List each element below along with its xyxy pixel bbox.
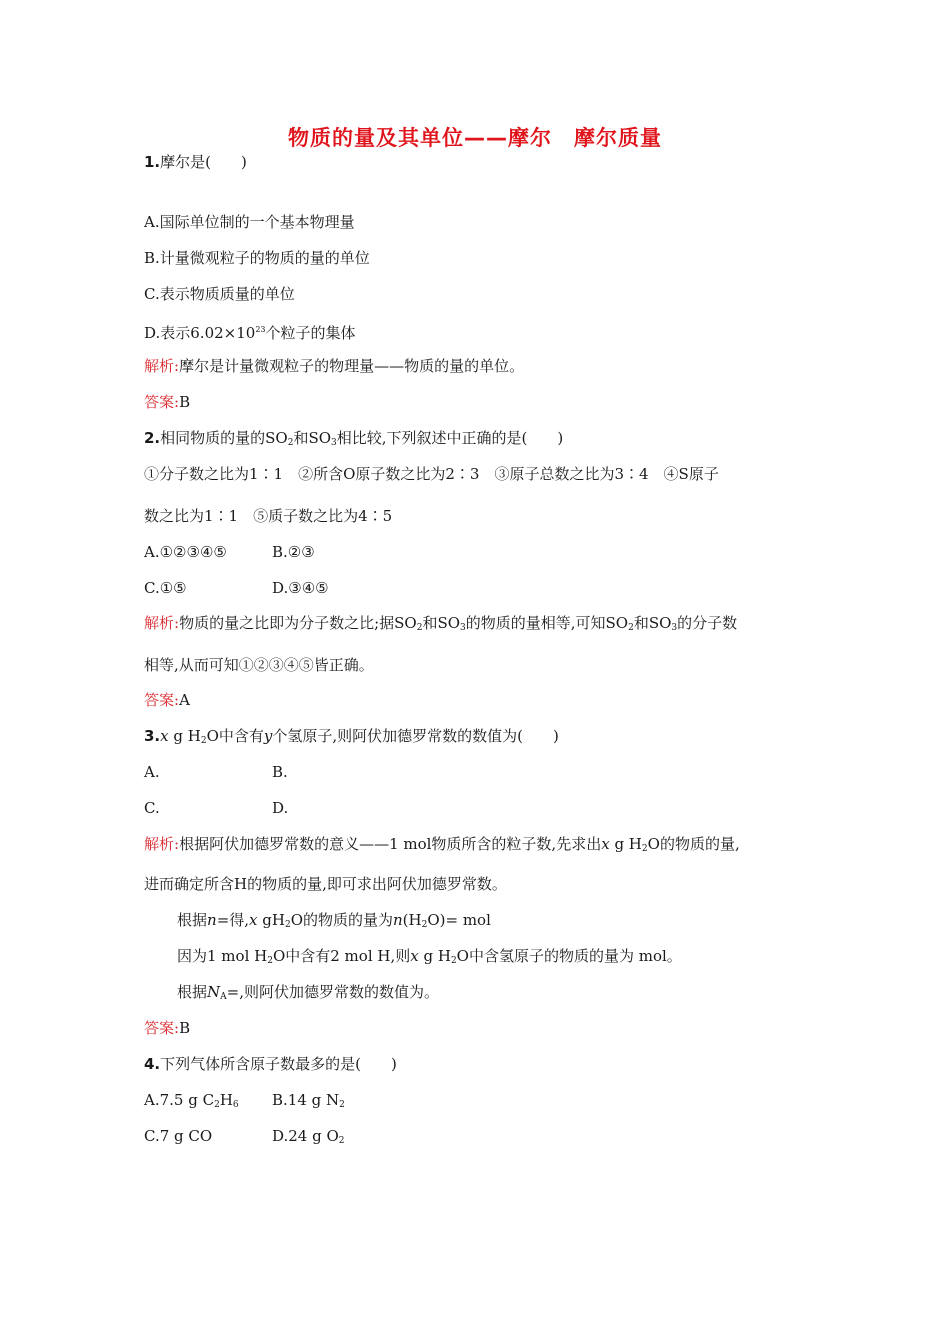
q2-analysis: 解析:物质的量之比即为分子数之比;据$SO_2$和$SO_3$的物质的量相等,可知$SO_2$和$SO_3$的分子数 [144, 614, 738, 633]
q3-analysis-line-4: 因为1 mol $H_2O$中含有2 mol H,则x g $H_2O$中含氢原子的物质的量为 mol。 [177, 947, 682, 966]
q1-analysis: 解析:摩尔是计量微观粒子的物理量——物质的量的单位。 [144, 357, 525, 375]
q4-options-ab: A.7.5 g $C_2H_6$ B.14 g $N_2$ [144, 1091, 345, 1110]
q3-answer: 答案:B [144, 1019, 191, 1037]
q3-analysis-line-3: 根据n=得,x $gH_2O$的物质的量为$n(H_2O)=$ mol [177, 911, 491, 930]
question-4-stem: 4.下列气体所含原子数最多的是( ) [144, 1055, 397, 1073]
q3-analysis-line-5: 根据$N_A=$,则阿伏加德罗常数的数值为。 [177, 983, 439, 1002]
q2-options-cd: C.①⑤ D.③④⑤ [144, 579, 329, 597]
q3-options-cd: C. D. [144, 799, 289, 817]
q4-options-cd: C.7 g CO D.24 g $O_2$ [144, 1127, 345, 1146]
q3-analysis: 解析:根据阿伏加德罗常数的意义——1 mol物质所含的粒子数,先求出x g $H_2O$的物质的量, [144, 835, 740, 854]
q2-statements-line-2: 数之比为1∶1 ⑤质子数之比为4∶5 [144, 507, 393, 525]
question-2-stem: 2.相同物质的量的$SO_2$和$SO_3$相比较,下列叙述中正确的是( ) [144, 429, 564, 448]
page-title: 物质的量及其单位——摩尔 摩尔质量 [288, 126, 662, 150]
q2-options-ab: A.①②③④⑤ B.②③ [144, 543, 315, 561]
q1-option-a: A.国际单位制的一个基本物理量 [144, 213, 355, 231]
q2-analysis-line-2: 相等,从而可知①②③④⑤皆正确。 [144, 656, 374, 674]
q1-answer: 答案:B [144, 393, 191, 411]
q2-answer: 答案:A [144, 691, 190, 709]
q1-option-c: C.表示物质质量的单位 [144, 285, 295, 303]
q2-statements-line-1: ①分子数之比为1∶1 ②所含O原子数之比为2∶3 ③原子总数之比为3∶4 ④S原子 [144, 465, 719, 483]
q3-options-ab: A. B. [144, 763, 288, 781]
q1-option-b: B.计量微观粒子的物质的量的单位 [144, 249, 370, 267]
question-1-stem: 1.摩尔是( ) [144, 153, 247, 171]
question-3-stem: 3.x g $H_2O$中含有y个氢原子,则阿伏加德罗常数的数值为( ) [144, 727, 559, 746]
q3-analysis-line-2: 进而确定所含H的物质的量,即可求出阿伏加德罗常数。 [144, 875, 507, 893]
q1-option-d: D.表示$6.02\times 10^{23}$个粒子的集体 [144, 324, 356, 342]
